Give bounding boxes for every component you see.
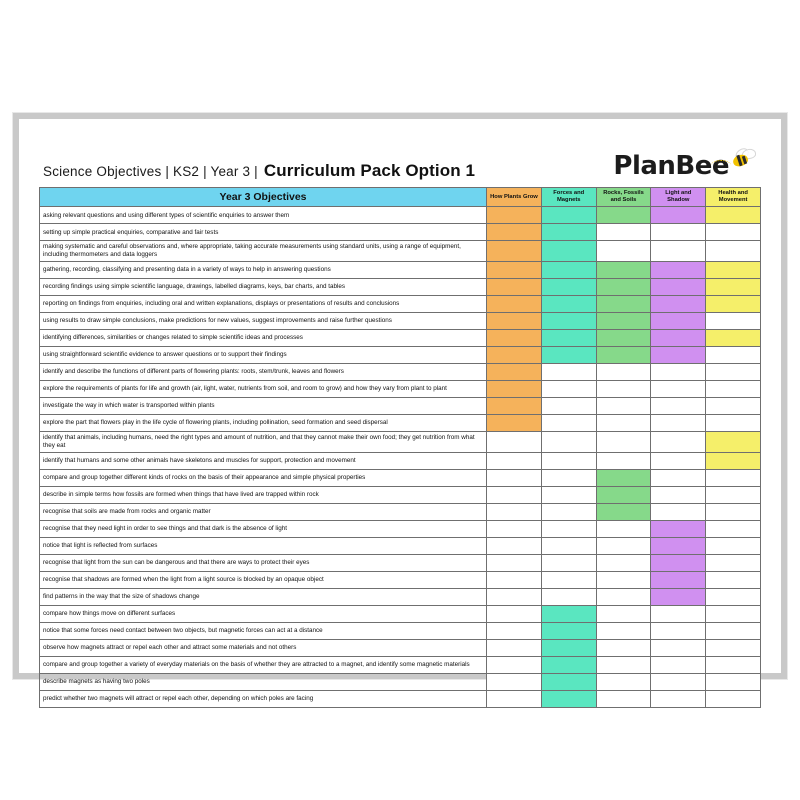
objective-cell: setting up simple practical enquiries, comparative and fair tests (40, 224, 487, 241)
objective-cell: investigate the way in which water is transported within plants (40, 398, 487, 415)
objective-cell: identify that humans and some other animals have skeletons and muscles for support, protection and movement (40, 452, 487, 469)
mark-cell-health (706, 432, 761, 453)
table-row (40, 381, 761, 398)
mark-cell-health (706, 486, 761, 503)
mark-cell-light (651, 279, 706, 296)
mark-cell-light (651, 207, 706, 224)
mark-cell-rocks (596, 656, 651, 673)
mark-cell-forces (541, 330, 596, 347)
mark-cell-forces (541, 486, 596, 503)
mark-cell-light (651, 486, 706, 503)
mark-cell-plants (487, 469, 542, 486)
mark-cell-light (651, 690, 706, 707)
mark-cell-rocks (596, 432, 651, 453)
mark-cell-plants (487, 622, 542, 639)
mark-cell-rocks (596, 503, 651, 520)
table-row (40, 486, 761, 503)
mark-cell-light (651, 622, 706, 639)
mark-cell-rocks (596, 690, 651, 707)
objective-cell: recording findings using simple scientific language, drawings, labelled diagrams, keys, bar charts, and tables (40, 279, 487, 296)
mark-cell-rocks (596, 673, 651, 690)
mark-cell-plants (487, 639, 542, 656)
mark-cell-health (706, 571, 761, 588)
mark-cell-rocks (596, 537, 651, 554)
mark-cell-plants (487, 605, 542, 622)
topic-header-health: Health and Movement (706, 188, 761, 207)
objective-cell: using straightforward scientific evidence to answer questions or to support their findings (40, 347, 487, 364)
mark-cell-rocks (596, 398, 651, 415)
table-row (40, 622, 761, 639)
mark-cell-health (706, 503, 761, 520)
mark-cell-health (706, 364, 761, 381)
mark-cell-plants (487, 347, 542, 364)
mark-cell-health (706, 673, 761, 690)
table-body (40, 207, 761, 707)
mark-cell-light (651, 605, 706, 622)
mark-cell-plants (487, 381, 542, 398)
mark-cell-plants (487, 554, 542, 571)
document-page (13, 113, 787, 702)
mark-cell-rocks (596, 452, 651, 469)
objectives-table (39, 187, 761, 708)
page-title-main: Curriculum Pack Option 1 (263, 161, 476, 180)
table-row (40, 207, 761, 224)
mark-cell-health (706, 398, 761, 415)
mark-cell-forces (541, 347, 596, 364)
mark-cell-plants (487, 330, 542, 347)
objective-cell: describe in simple terms how fossils are formed when things that have lived are trapped within rock (40, 486, 487, 503)
objective-cell: reporting on findings from enquiries, including oral and written explanations, displays or presentations of results and conclusions (40, 296, 487, 313)
mark-cell-plants (487, 520, 542, 537)
mark-cell-plants (487, 415, 542, 432)
table-row (40, 241, 761, 262)
mark-cell-health (706, 537, 761, 554)
mark-cell-forces (541, 415, 596, 432)
mark-cell-health (706, 605, 761, 622)
mark-cell-health (706, 415, 761, 432)
table-row (40, 452, 761, 469)
objective-cell: identifying differences, similarities or changes related to simple scientific ideas and processes (40, 330, 487, 347)
mark-cell-health (706, 313, 761, 330)
table-head (40, 188, 761, 207)
mark-cell-plants (487, 224, 542, 241)
table-row (40, 296, 761, 313)
page-title (39, 161, 475, 181)
mark-cell-health (706, 656, 761, 673)
mark-cell-plants (487, 673, 542, 690)
mark-cell-forces (541, 554, 596, 571)
mark-cell-light (651, 537, 706, 554)
mark-cell-rocks (596, 622, 651, 639)
objective-cell: identify and describe the functions of different parts of flowering plants: roots, stem/trunk, leaves and flowers (40, 364, 487, 381)
mark-cell-rocks (596, 330, 651, 347)
mark-cell-light (651, 571, 706, 588)
table-row (40, 347, 761, 364)
table-row (40, 656, 761, 673)
mark-cell-plants (487, 656, 542, 673)
document-header (39, 135, 761, 181)
mark-cell-rocks (596, 313, 651, 330)
mark-cell-health (706, 469, 761, 486)
mark-cell-light (651, 381, 706, 398)
mark-cell-plants (487, 571, 542, 588)
mark-cell-light (651, 347, 706, 364)
mark-cell-light (651, 673, 706, 690)
bee-icon (727, 148, 757, 170)
objective-cell: explore the part that flowers play in the life cycle of flowering plants, including pollination, seed formation and seed dispersal (40, 415, 487, 432)
mark-cell-forces (541, 622, 596, 639)
mark-cell-rocks (596, 469, 651, 486)
page-title-prefix: Science Objectives | KS2 | Year 3 | (43, 164, 258, 179)
mark-cell-health (706, 554, 761, 571)
logo-text: PlanBee (613, 151, 729, 181)
table-row (40, 469, 761, 486)
bee-trail-icon (711, 160, 731, 171)
objective-cell: recognise that light from the sun can be dangerous and that there are ways to protect their eyes (40, 554, 487, 571)
objective-cell: gathering, recording, classifying and presenting data in a variety of ways to help in answering questions (40, 262, 487, 279)
mark-cell-rocks (596, 241, 651, 262)
mark-cell-light (651, 330, 706, 347)
planbee-logo (613, 151, 761, 181)
mark-cell-rocks (596, 486, 651, 503)
mark-cell-forces (541, 364, 596, 381)
objective-cell: describe magnets as having two poles (40, 673, 487, 690)
mark-cell-health (706, 330, 761, 347)
mark-cell-health (706, 296, 761, 313)
mark-cell-health (706, 690, 761, 707)
mark-cell-rocks (596, 605, 651, 622)
mark-cell-light (651, 224, 706, 241)
table-header-row (40, 188, 761, 207)
objective-cell: asking relevant questions and using different types of scientific enquiries to answer them (40, 207, 487, 224)
mark-cell-forces (541, 639, 596, 656)
objective-cell: compare and group together different kinds of rocks on the basis of their appearance and simple physical properties (40, 469, 487, 486)
objective-cell: find patterns in the way that the size of shadows change (40, 588, 487, 605)
mark-cell-plants (487, 313, 542, 330)
table-row (40, 605, 761, 622)
mark-cell-health (706, 639, 761, 656)
mark-cell-forces (541, 588, 596, 605)
mark-cell-plants (487, 279, 542, 296)
mark-cell-rocks (596, 639, 651, 656)
mark-cell-forces (541, 224, 596, 241)
topic-header-forces: Forces and Magnets (541, 188, 596, 207)
mark-cell-light (651, 452, 706, 469)
mark-cell-light (651, 588, 706, 605)
mark-cell-plants (487, 503, 542, 520)
mark-cell-rocks (596, 588, 651, 605)
table-row (40, 588, 761, 605)
table-row (40, 313, 761, 330)
mark-cell-forces (541, 452, 596, 469)
mark-cell-rocks (596, 571, 651, 588)
topic-header-light: Light and Shadow (651, 188, 706, 207)
table-row (40, 673, 761, 690)
mark-cell-forces (541, 605, 596, 622)
topic-header-rocks: Rocks, Fossils and Soils (596, 188, 651, 207)
mark-cell-light (651, 262, 706, 279)
mark-cell-forces (541, 673, 596, 690)
objective-cell: compare and group together a variety of everyday materials on the basis of whether they are attracted to a magnet, and identify some magnetic materials (40, 656, 487, 673)
topic-header-plants: How Plants Grow (487, 188, 542, 207)
document-sheet (19, 119, 781, 702)
mark-cell-rocks (596, 520, 651, 537)
mark-cell-forces (541, 571, 596, 588)
mark-cell-health (706, 452, 761, 469)
mark-cell-rocks (596, 347, 651, 364)
table-row (40, 639, 761, 656)
mark-cell-light (651, 469, 706, 486)
table-row (40, 554, 761, 571)
objective-cell: predict whether two magnets will attract or repel each other, depending on which poles are facing (40, 690, 487, 707)
objective-cell: notice that some forces need contact between two objects, but magnetic forces can act at a distance (40, 622, 487, 639)
table-row (40, 503, 761, 520)
mark-cell-light (651, 432, 706, 453)
objective-cell: recognise that shadows are formed when the light from a light source is blocked by an opaque object (40, 571, 487, 588)
mark-cell-health (706, 347, 761, 364)
mark-cell-forces (541, 537, 596, 554)
table-row (40, 262, 761, 279)
mark-cell-health (706, 520, 761, 537)
table-row (40, 330, 761, 347)
mark-cell-rocks (596, 296, 651, 313)
mark-cell-plants (487, 364, 542, 381)
table-row (40, 364, 761, 381)
mark-cell-light (651, 313, 706, 330)
table-row (40, 415, 761, 432)
table-row (40, 520, 761, 537)
mark-cell-plants (487, 588, 542, 605)
mark-cell-plants (487, 296, 542, 313)
objectives-column-header: Year 3 Objectives (40, 188, 487, 207)
mark-cell-plants (487, 486, 542, 503)
table-row (40, 398, 761, 415)
objective-cell: making systematic and careful observations and, where appropriate, taking accurate measurements using standard units, using a range of equipment, including thermometers and data loggers (40, 241, 487, 262)
objective-cell: explore the requirements of plants for life and growth (air, light, water, nutrients from soil, and room to grow) and how they vary from plant to plant (40, 381, 487, 398)
mark-cell-health (706, 262, 761, 279)
mark-cell-light (651, 415, 706, 432)
mark-cell-light (651, 520, 706, 537)
mark-cell-light (651, 398, 706, 415)
mark-cell-rocks (596, 381, 651, 398)
mark-cell-plants (487, 241, 542, 262)
table-row (40, 571, 761, 588)
mark-cell-rocks (596, 224, 651, 241)
mark-cell-plants (487, 690, 542, 707)
mark-cell-plants (487, 262, 542, 279)
objective-cell: using results to draw simple conclusions, make predictions for new values, suggest improvements and raise further questions (40, 313, 487, 330)
mark-cell-health (706, 622, 761, 639)
mark-cell-health (706, 588, 761, 605)
mark-cell-rocks (596, 279, 651, 296)
mark-cell-health (706, 241, 761, 262)
table-row (40, 279, 761, 296)
mark-cell-rocks (596, 554, 651, 571)
table-row (40, 224, 761, 241)
table-row (40, 432, 761, 453)
mark-cell-forces (541, 279, 596, 296)
mark-cell-light (651, 503, 706, 520)
mark-cell-forces (541, 313, 596, 330)
mark-cell-forces (541, 398, 596, 415)
mark-cell-health (706, 381, 761, 398)
mark-cell-forces (541, 381, 596, 398)
objective-cell: notice that light is reflected from surfaces (40, 537, 487, 554)
mark-cell-forces (541, 241, 596, 262)
mark-cell-rocks (596, 364, 651, 381)
mark-cell-light (651, 656, 706, 673)
mark-cell-rocks (596, 262, 651, 279)
mark-cell-light (651, 554, 706, 571)
mark-cell-forces (541, 432, 596, 453)
mark-cell-light (651, 639, 706, 656)
table-row (40, 690, 761, 707)
objective-cell: compare how things move on different surfaces (40, 605, 487, 622)
mark-cell-plants (487, 537, 542, 554)
mark-cell-forces (541, 503, 596, 520)
mark-cell-rocks (596, 415, 651, 432)
mark-cell-plants (487, 398, 542, 415)
mark-cell-health (706, 207, 761, 224)
objective-cell: identify that animals, including humans, need the right types and amount of nutrition, and that they cannot make their own food; they get nutrition from what they eat (40, 432, 487, 453)
mark-cell-light (651, 296, 706, 313)
mark-cell-forces (541, 207, 596, 224)
mark-cell-plants (487, 207, 542, 224)
mark-cell-plants (487, 452, 542, 469)
objective-cell: observe how magnets attract or repel each other and attract some materials and not others (40, 639, 487, 656)
table-row (40, 537, 761, 554)
mark-cell-forces (541, 296, 596, 313)
mark-cell-forces (541, 656, 596, 673)
mark-cell-light (651, 241, 706, 262)
mark-cell-health (706, 224, 761, 241)
mark-cell-light (651, 364, 706, 381)
mark-cell-health (706, 279, 761, 296)
mark-cell-forces (541, 262, 596, 279)
objective-cell: recognise that they need light in order to see things and that dark is the absence of light (40, 520, 487, 537)
mark-cell-forces (541, 520, 596, 537)
mark-cell-rocks (596, 207, 651, 224)
mark-cell-forces (541, 469, 596, 486)
objective-cell: recognise that soils are made from rocks and organic matter (40, 503, 487, 520)
mark-cell-forces (541, 690, 596, 707)
mark-cell-plants (487, 432, 542, 453)
